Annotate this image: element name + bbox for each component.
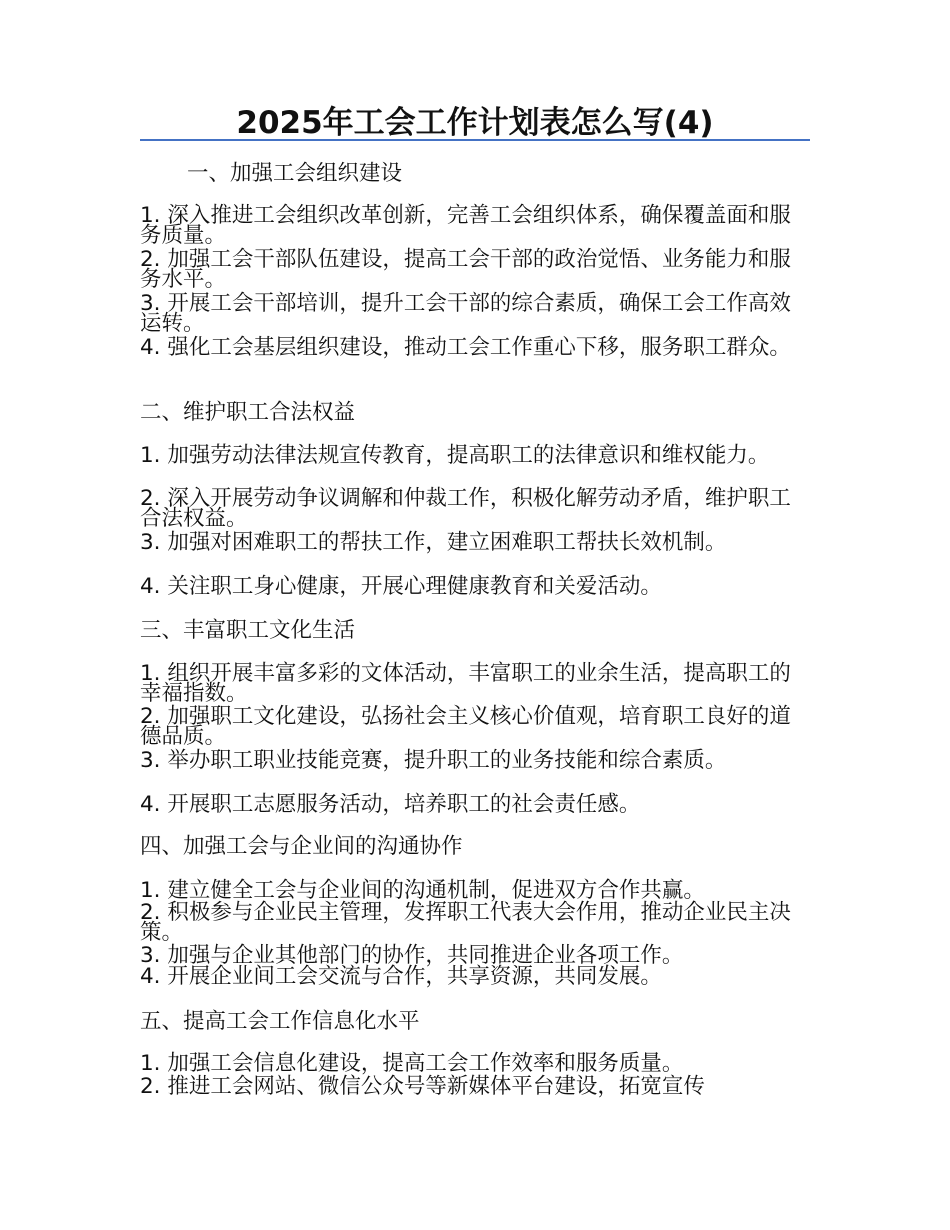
section-4-item-3: 3. 加强与企业其他部门的协作，共同推进企业各项工作。: [140, 943, 684, 968]
section-4-item-1: 1. 建立健全工会与企业间的沟通机制，促进双方合作共赢。: [140, 878, 705, 903]
section-4-item-4: 4. 开展企业间工会交流与合作，共享资源，共同发展。: [140, 964, 662, 989]
section-2-item-4: 4. 关注职工身心健康，开展心理健康教育和关爱活动。: [140, 574, 662, 599]
section-3-item-1: 1. 组织开展丰富多彩的文体活动，丰富职工的业余生活，提高职工的幸福指数。: [140, 661, 791, 706]
section-1-item-4: 4. 强化工会基层组织建设，推动工会工作重心下移，服务职工群众。: [140, 335, 791, 360]
section-2-item-1: 1. 加强劳动法律法规宣传教育，提高职工的法律意识和维权能力。: [140, 443, 770, 468]
section-heading-5: 五、提高工会工作信息化水平: [140, 1009, 420, 1034]
section-3-item-2: 2. 加强职工文化建设，弘扬社会主义核心价值观，培育职工良好的道德品质。: [140, 704, 791, 749]
document-title: 2025年工会工作计划表怎么写(4): [236, 105, 714, 141]
section-1-item-2: 2. 加强工会干部队伍建设，提高工会干部的政治觉悟、业务能力和服务水平。: [140, 247, 791, 292]
section-4-item-2: 2. 积极参与企业民主管理，发挥职工代表大会作用，推动企业民主决策。: [140, 900, 791, 945]
section-5-item-2: 2. 推进工会网站、微信公众号等新媒体平台建设，拓宽宣传: [140, 1074, 705, 1099]
section-3-item-4: 4. 开展职工志愿服务活动，培养职工的社会责任感。: [140, 792, 641, 817]
section-5-item-1: 1. 加强工会信息化建设，提高工会工作效率和服务质量。: [140, 1051, 684, 1076]
section-heading-2: 二、维护职工合法权益: [140, 400, 356, 425]
section-1-item-1: 1. 深入推进工会组织改革创新，完善工会组织体系，确保覆盖面和服务质量。: [140, 203, 791, 248]
section-heading-3: 三、丰富职工文化生活: [140, 618, 356, 643]
section-2-item-3: 3. 加强对困难职工的帮扶工作，建立困难职工帮扶长效机制。: [140, 530, 727, 555]
section-2-item-2: 2. 深入开展劳动争议调解和仲裁工作，积极化解劳动矛盾，维护职工合法权益。: [140, 486, 791, 531]
section-heading-4: 四、加强工会与企业间的沟通协作: [140, 834, 463, 859]
section-heading-1: 一、加强工会组织建设: [187, 161, 403, 186]
section-3-item-3: 3. 举办职工职业技能竞赛，提升职工的业务技能和综合素质。: [140, 748, 727, 773]
section-1-item-3: 3. 开展工会干部培训，提升工会干部的综合素质，确保工会工作高效运转。: [140, 291, 791, 336]
title-underline: [140, 139, 810, 141]
